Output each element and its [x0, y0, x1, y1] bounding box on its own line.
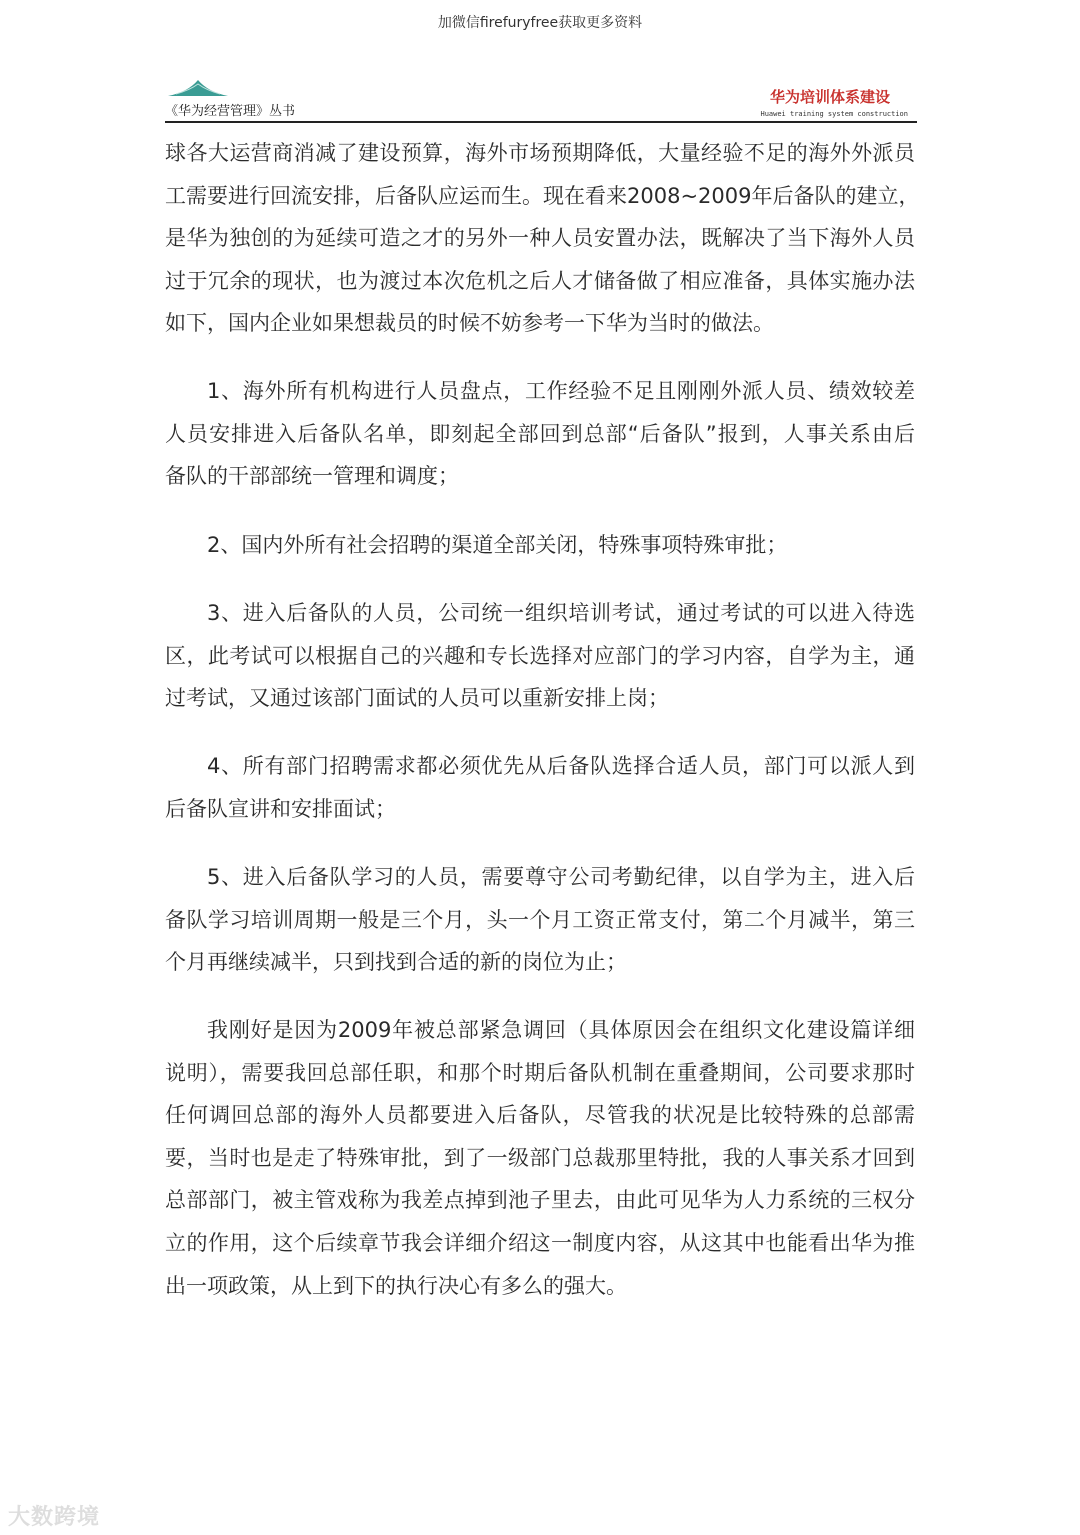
text-line: 我刚好是因为2009年被总部紧急调回（具体原因会在组织文化建设篇详细 — [207, 1018, 915, 1042]
series-title: 《华为经营管理》丛书 — [165, 104, 296, 119]
text-line: 立的作用，这个后续章节我会详细介绍这一制度内容，从这其中也能看出华为推 — [165, 1230, 915, 1255]
text-line: 过考试，又通过该部门面试的人员可以重新安排上岗； — [165, 686, 669, 711]
text-line: 球各大运营商消减了建设预算，海外市场预期降低，大量经验不足的海外外派员 — [165, 141, 915, 165]
series-logo-icon — [168, 78, 228, 98]
paragraph — [165, 856, 915, 984]
text-line: 出一项政策，从上到下的执行决心有多么的强大。 — [165, 1273, 627, 1298]
text-line: 任何调回总部的海外人员都要进入后备队，尽管我的状况是比较特殊的总部需 — [165, 1103, 915, 1128]
paragraph — [165, 370, 915, 498]
text-line: 备队的干部部统一管理和调度； — [165, 464, 459, 489]
text-line: 说明），需要我回总部任职，和那个时期后备队机制在重叠期间，公司要求那时 — [165, 1060, 915, 1085]
text-line: 是华为独创的为延续可造之才的另外一种人员安置办法，既解决了当下海外人员 — [165, 226, 915, 251]
text-line: 人员安排进入后备队名单，即刻起全部回到总部“后备队”报到，人事关系由后 — [165, 421, 915, 446]
paragraph — [165, 132, 920, 345]
text-line: 工需要进行回流安排，后备队应运而生。现在看来2008~2009年后备队的建立， — [165, 183, 920, 208]
text-line: 2、国内外所有社会招聘的渠道全部关闭，特殊事项特殊审批； — [207, 533, 788, 557]
text-line: 要，当时也是走了特殊审批，到了一级部门总裁那里特批，我的人事关系才回到 — [165, 1145, 915, 1170]
paragraph — [165, 524, 915, 567]
paragraph — [165, 1009, 915, 1307]
text-line: 1、海外所有机构进行人员盘点，工作经验不足且刚刚外派人员、绩效较差 — [207, 379, 915, 403]
text-line: 4、所有部门招聘需求都必须优先从后备队选择合适人员，部门可以派人到 — [207, 754, 915, 778]
text-line: 如下，国内企业如果想裁员的时候不妨参考一下华为当时的做法。 — [165, 311, 774, 336]
text-line: 3、进入后备队的人员，公司统一组织培训考试，通过考试的可以进入待选 — [207, 601, 915, 625]
brand-subtitle: Huawei training system construction — [760, 110, 908, 118]
text-line: 后备队宣讲和安排面试； — [165, 796, 396, 821]
top-note: 加微信firefuryfree获取更多资料 — [437, 15, 643, 31]
paragraph — [165, 592, 915, 720]
header-divider — [165, 121, 917, 123]
paragraph — [165, 745, 915, 830]
watermark: 大数跨境 — [8, 1505, 101, 1530]
text-line: 区，此考试可以根据自己的兴趣和专长选择对应部门的学习内容，自学为主，通 — [165, 643, 915, 668]
text-line: 过于冗余的现状，也为渡过本次危机之后人才储备做了相应准备，具体实施办法 — [165, 268, 915, 293]
text-line: 个月再继续减半，只到找到合适的新的岗位为止； — [165, 950, 627, 975]
text-line: 总部部门，被主管戏称为我差点掉到池子里去，由此可见华为人力系统的三权分 — [165, 1188, 915, 1213]
text-line: 备队学习培训周期一般是三个月，头一个月工资正常支付，第二个月减半，第三 — [165, 907, 915, 932]
brand-title: 华为培训体系建设 — [769, 88, 890, 106]
text-line: 5、进入后备队学习的人员，需要尊守公司考勤纪律，以自学为主，进入后 — [207, 865, 915, 889]
